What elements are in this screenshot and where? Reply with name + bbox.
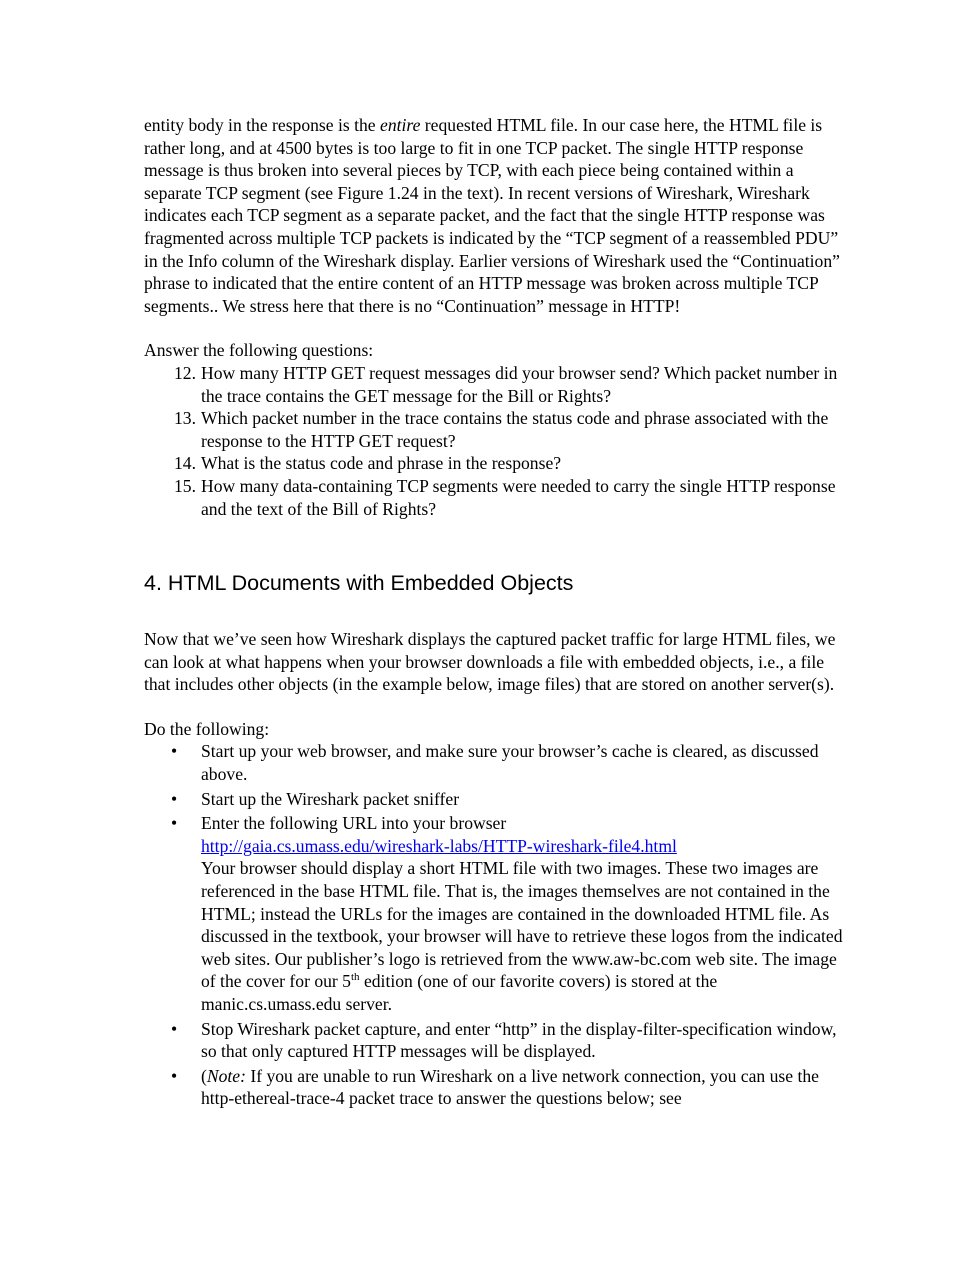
note-label: Note: — [206, 1065, 246, 1086]
question-item-12: 12. How many HTTP GET request messages did your browser send? Which packet number in the trace contains the GET message for the Bill or Rights? — [174, 362, 838, 406]
step-item-browser: • Start up your web browser, and make sure your browser’s cache is cleared, as discussed above. — [171, 741, 819, 785]
questions-lead: Answer the following questions: — [144, 340, 374, 361]
section-heading: 4. HTML Documents with Embedded Objects — [144, 571, 574, 596]
question-item-13: 13. Which packet number in the trace contains the status code and phrase associated with the response to the HTTP GET request? — [174, 408, 829, 451]
question-item-14: 14. What is the status code and phrase in the response? — [174, 453, 562, 474]
question-item-15: 15. How many data-containing TCP segments were needed to carry the single HTTP response and the text of the Bill of Rights? — [174, 475, 836, 519]
emphasis-entire: entire — [380, 115, 421, 135]
section-intro-paragraph: Now that we’ve seen how Wireshark displays the captured packet traffic for large HTML files, we can look at what happens when your browser downloads a file with embedded objects, i.e., a file that includes other objects (in the example below, image files) that are stored on another server(s). — [144, 629, 836, 695]
questions-list — [144, 362, 844, 520]
bullet-icon: • — [171, 788, 178, 809]
bullet-icon: • — [171, 741, 178, 762]
step-item-note: • (Note: If you are unable to run Wireshark on a live network connection, you can use the http-ethereal-trace-4 packet trace to answer the questions below; see — [171, 1065, 819, 1109]
steps-list — [144, 740, 844, 1110]
lab-file-link[interactable]: http://gaia.cs.umass.edu/wireshark-labs/HTTP-wireshark-file4.html — [201, 835, 677, 856]
step-item-url: • Enter the following URL into your browser http://gaia.cs.umass.edu/wireshark-labs/HTTP-wireshark-file4.html Your browser should display a short HTML file with two images. These two images are referenced in the base HTML file. That is, the images themselves are not contained in the HTML; instead the URLs for the images are contained in the downloaded HTML file. As discussed in the textbook, your browser will have to retrieve these logos from the indicated web sites. Our publisher’s logo is retrieved from the www.aw-bc.com web site. The image of the cover for our 5th edition (one of our favorite covers) is stored at the manic.cs.umass.edu server. — [171, 813, 843, 1014]
intro-paragraph: entity body in the response is the entire requested HTML file. In our case here, the HTML file is rather long, and at 4500 bytes is too large to fit in one TCP packet. The single HTTP response message is thus broken into several pieces by TCP, with each piece being contained within a separate TCP segment (see Figure 1.24 in the text). In recent versions of Wireshark, Wireshark indicates each TCP segment as a separate packet, and the fact that the single HTTP response was fragmented across multiple TCP packets is indicated by the “TCP segment of a reassembled PDU” in the Info column of the Wireshark display. Earlier versions of Wireshark used the “Continuation” phrase to indicated that the entire content of an HTTP message was broken across multiple TCP segments.. We stress here that there is no “Continuation” message in HTTP! — [144, 115, 840, 316]
steps-lead: Do the following: — [144, 718, 270, 739]
step-item-stop-capture: • Stop Wireshark packet capture, and enter “http” in the display-filter-specification window, so that only captured HTTP messages will be displayed. — [171, 1018, 837, 1062]
bullet-icon: • — [171, 1018, 178, 1039]
document-page — [144, 114, 844, 1110]
bullet-icon: • — [171, 1065, 178, 1086]
bullet-icon: • — [171, 813, 178, 834]
step-item-wireshark: • Start up the Wireshark packet sniffer — [171, 788, 460, 809]
